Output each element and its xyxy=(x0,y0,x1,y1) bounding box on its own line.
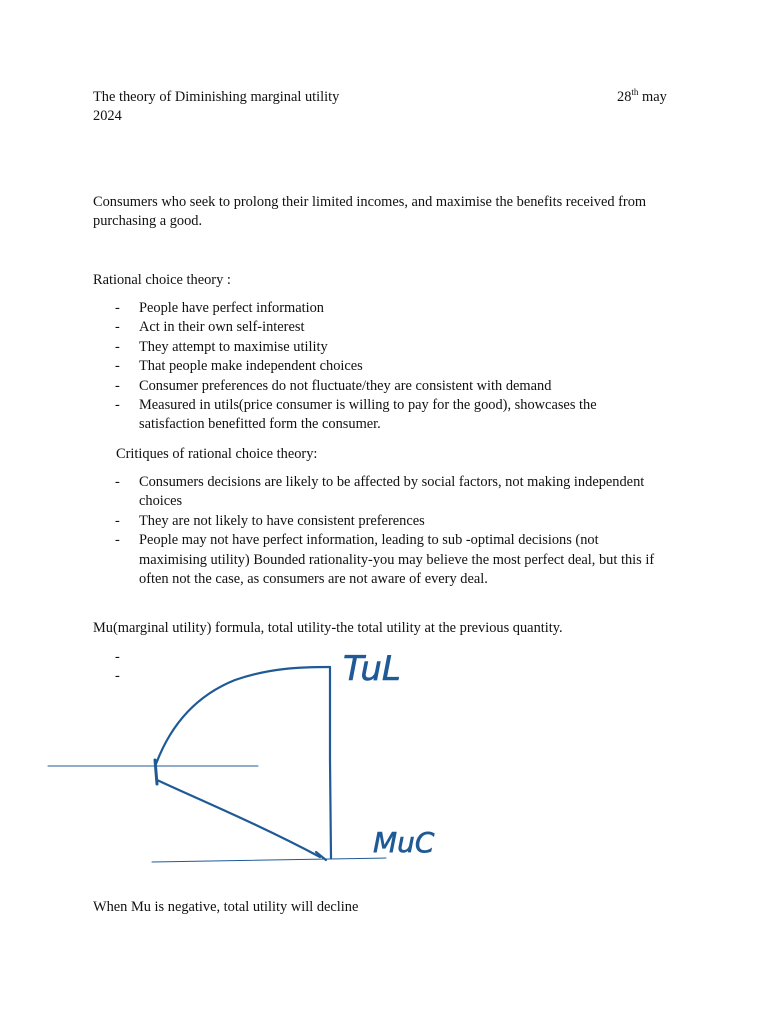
list-item: - Measured in utils(price consumer is willing to pay for the good), showcases the satisfaction benefitted form the consumer. xyxy=(115,397,597,433)
horizontal-line-lower xyxy=(152,858,386,862)
critiques-heading: Critiques of rational choice theory: xyxy=(116,446,318,462)
conclusion-text: When Mu is negative, total utility will decline xyxy=(93,899,359,915)
list-item: - Consumers decisions are likely to be affected by social factors, not making independent choices xyxy=(115,474,645,510)
sketch-ink xyxy=(48,667,386,862)
label-tul: TuL xyxy=(343,649,401,689)
document-date: 28th may xyxy=(617,87,667,105)
empty-bullet: - xyxy=(115,668,120,684)
vertical-line xyxy=(330,667,331,858)
intro-paragraph: Consumers who seek to prolong their limited incomes, and maximise the benefits received from purchasing a good. xyxy=(93,194,647,229)
rational-list xyxy=(115,299,659,435)
marginal-utility-line xyxy=(157,780,320,857)
list-item: - Consumer preferences do not fluctuate/they are consistent with demand xyxy=(115,377,552,394)
list-item: - That people make independent choices xyxy=(115,358,363,375)
list-item: - People may not have perfect information, leading to sub -optimal decisions (not maximising utility) Bounded rationality-you may believe the most perfect deal, but this if often not the case, as consumers are not aware of every deal. xyxy=(115,532,655,588)
empty-bullet: - xyxy=(115,649,120,665)
critiques-list xyxy=(115,473,659,589)
document-title: The theory of Diminishing marginal utility xyxy=(93,89,340,105)
list-item: - People have perfect information xyxy=(115,300,325,316)
rational-heading: Rational choice theory : xyxy=(93,272,231,288)
mu-formula-text: Mu(marginal utility) formula, total utility-the total utility at the previous quantity. xyxy=(93,620,563,636)
total-utility-curve xyxy=(156,667,330,764)
label-muc: MuC xyxy=(373,826,435,859)
list-item: - They are not likely to have consistent preferences xyxy=(115,512,425,529)
list-item: - They attempt to maximise utility xyxy=(115,338,328,355)
document-year: 2024 xyxy=(93,108,122,124)
utility-sketch xyxy=(0,640,768,880)
list-item: - Act in their own self-interest xyxy=(115,319,305,336)
